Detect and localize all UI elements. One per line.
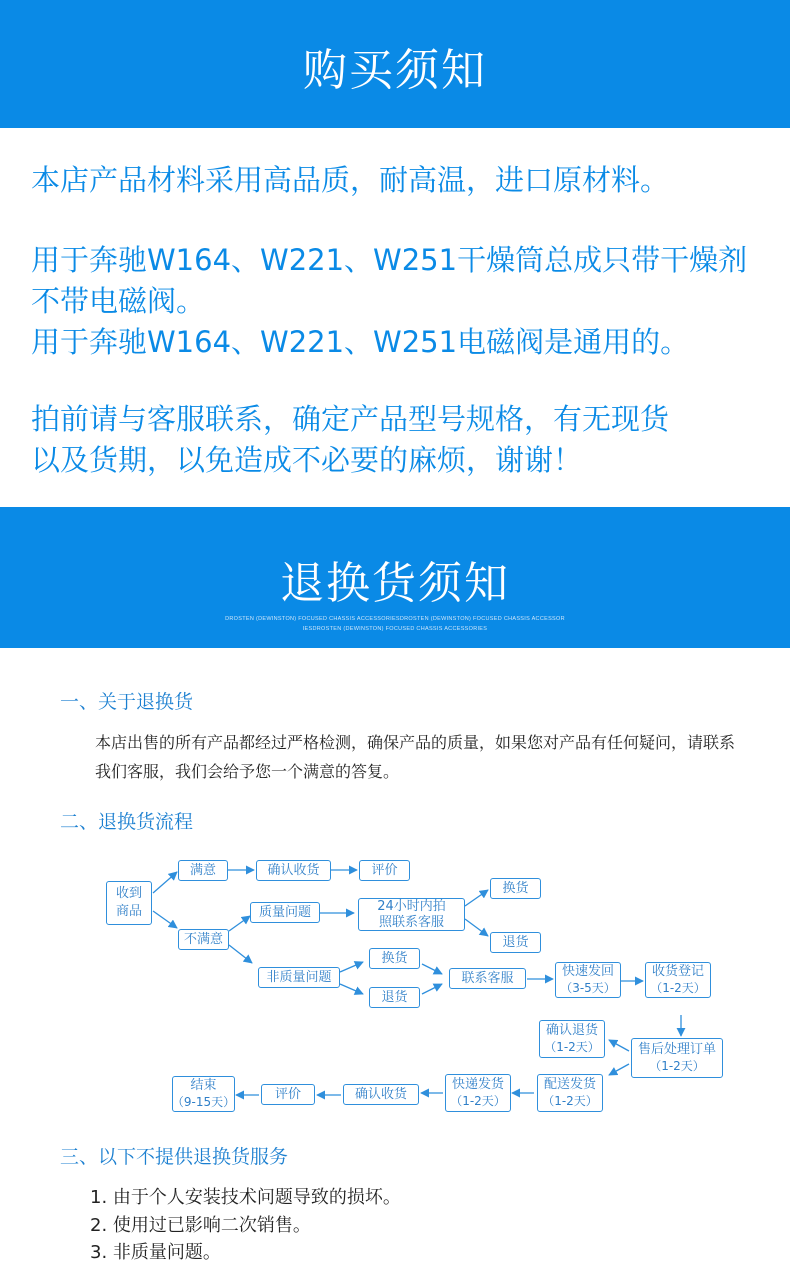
arrow <box>229 945 252 963</box>
flow-unsatisfied: 不满意 <box>178 929 229 950</box>
flow-end <box>172 1076 235 1112</box>
exclusion-item-3: 3. 非质量问题。 <box>90 1242 221 1263</box>
arrow <box>465 919 488 936</box>
flow-non-quality-issue: 非质量问题 <box>258 967 340 988</box>
flow-receipt-register-time: （1-2天） <box>650 981 706 995</box>
flow-express-back-label: 快速发回 <box>561 964 614 979</box>
flow-contact-service: 联系客服 <box>449 968 526 989</box>
flow-exchange-2: 换货 <box>369 948 420 969</box>
arrow <box>609 1064 629 1075</box>
flow-end-time: （9-15天） <box>171 1095 236 1109</box>
flow-deliver-label: 配送发货 <box>543 1077 596 1092</box>
flow-confirm-receipt-1: 确认收货 <box>256 860 331 881</box>
flow-return-1: 退货 <box>490 932 541 953</box>
returns-subtitle: DROSTEN (DEWINSTON) FOCUSED CHASSIS ACCESSORIESDROSTEN (DEWINSTON) FOCUSED CHASSIS ACCESSORIESDROSTEN (DEWINSTON) FOCUSED CHASSIS ACCESSORIES <box>225 616 565 632</box>
returns-title: 退换货须知 <box>280 558 510 609</box>
flow-confirm-refund-label: 确认退货 <box>545 1023 598 1038</box>
arrow <box>422 964 442 974</box>
flow-contact-24h-l2: 照联系客服 <box>378 914 444 930</box>
arrow <box>340 984 363 994</box>
flow-receive <box>106 881 152 925</box>
flow-after-sales-label: 售后处理订单 <box>637 1042 716 1057</box>
arrow <box>422 984 442 994</box>
notice-line-5: 拍前请与客服联系，确定产品型号规格，有无现货 <box>31 402 670 436</box>
notice-line-1: 本店产品材料采用高品质，耐高温，进口原材料。 <box>31 163 670 197</box>
flow-after-sales <box>631 1038 723 1078</box>
notice-line-6: 以及货期，以免造成不必要的麻烦，谢谢！ <box>31 443 583 477</box>
returns-banner <box>0 507 790 648</box>
flow-confirm-receipt-2: 确认收货 <box>343 1084 419 1105</box>
flow-exchange-1: 换货 <box>490 878 541 899</box>
section1-title: 一、关于退换货 <box>60 691 194 713</box>
flow-after-sales-time: （1-2天） <box>649 1059 705 1073</box>
flow-contact-24h <box>358 898 465 931</box>
flow-receipt-register <box>645 962 711 998</box>
flow-express-ship <box>445 1074 511 1112</box>
arrow <box>340 962 363 972</box>
arrow <box>609 1040 629 1051</box>
section2-title: 二、退换货流程 <box>60 811 194 833</box>
notice-line-3: 不带电磁阀。 <box>31 284 206 318</box>
notice-line-4: 用于奔驰W164、W221、W251电磁阀是通用的。 <box>31 325 690 359</box>
exclusion-item-1: 1. 由于个人安装技术问题导致的损坏。 <box>90 1187 401 1208</box>
flow-receipt-register-label: 收货登记 <box>651 964 704 979</box>
flow-deliver-time: （1-2天） <box>542 1094 598 1108</box>
flow-confirm-refund-time: （1-2天） <box>544 1040 600 1054</box>
arrow <box>229 916 250 931</box>
purchase-title: 购买须知 <box>303 45 487 96</box>
flow-receive-l1: 收到 <box>115 886 142 901</box>
arrow <box>153 872 177 893</box>
flow-express-back-time: （3-5天） <box>560 981 616 995</box>
flow-express-ship-time: （1-2天） <box>450 1094 506 1108</box>
flow-return-2: 退货 <box>369 987 420 1008</box>
section1-text: 本店出售的所有产品都经过严格检测，确保产品的质量，如果您对产品有任何疑问，请联系我们客服，我们会给予您一个满意的答复。 <box>95 733 736 781</box>
flow-review-2: 评价 <box>261 1084 315 1105</box>
arrow <box>465 890 488 906</box>
flow-review-1: 评价 <box>359 860 410 881</box>
flow-receive-l2: 商品 <box>115 904 142 919</box>
flow-quality-issue: 质量问题 <box>250 902 320 923</box>
flow-contact-24h-l1: 24小时内拍 <box>377 898 446 914</box>
flow-confirm-refund <box>539 1020 605 1058</box>
flow-express-back <box>555 962 621 998</box>
exclusion-item-2: 2. 使用过已影响二次销售。 <box>90 1215 311 1236</box>
section3-title: 三、以下不提供退换货服务 <box>60 1146 289 1168</box>
flow-deliver <box>537 1074 603 1112</box>
flow-satisfied: 满意 <box>178 860 228 881</box>
notice-line-2: 用于奔驰W164、W221、W251干燥筒总成只带干燥剂 <box>31 243 748 277</box>
flow-end-label: 结束 <box>190 1078 217 1093</box>
purchase-banner <box>0 0 790 128</box>
arrow <box>153 911 177 928</box>
flow-express-ship-label: 快递发货 <box>451 1077 504 1092</box>
